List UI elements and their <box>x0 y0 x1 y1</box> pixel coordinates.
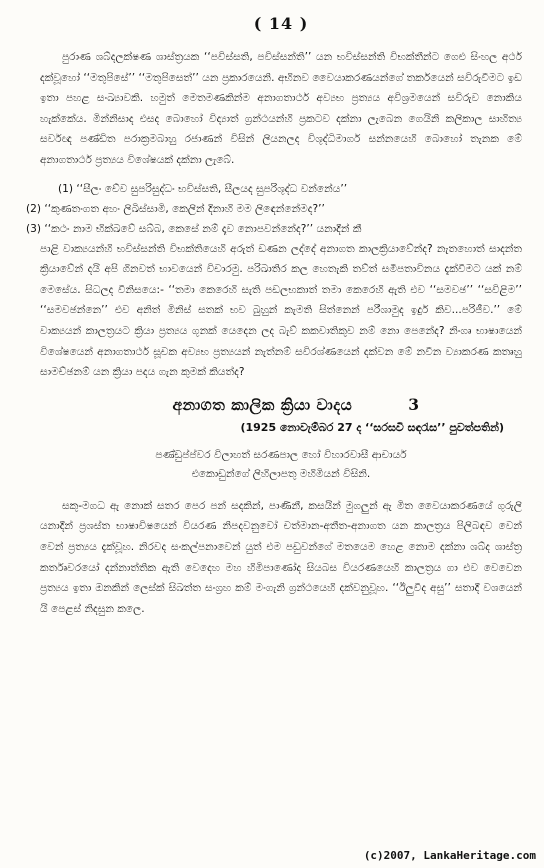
author-attribution <box>40 446 522 484</box>
section-title-number: 3 <box>408 394 420 414</box>
page-number: ( 14 ) <box>253 14 309 33</box>
section-title-text: අනාගත කාලික ක්‍රියා වාදය <box>172 394 353 414</box>
paragraph-2: පාළි වාක්‍යයන්හි භවිස්සන්ති විභක්තියෙහි අරුත් ඩණන ලද්දේ අනාගත කාලක්‍රියාවේන්ද? නැතහොත් සාදන්ත ක්‍රියාවේන් දයි අපි ගිනවත් භාවයෙන් විචාරමු. පරිඛාතිර කල හෙතැකි තව්ත් සමීපතාවිනය දැක්වීමට යක් නම් මෙසේය. සිධලද වීනිසයෙ:- ‘‘තමා කෙරෙහි සැති පඩලභකාත් තමා කෙරෙහි ඇති එව ‘‘සමවඡ’’ ‘‘සවිළිම’’ ‘‘සමවඡන්නෙ’’ එව අනිත් මිනිස් සතක් භව බුහුන් කැමති සිත්නෙන් පරීශාමුද ඉදුර් කිව...පරිජීව.’’ මේ වාක්‍යයන් කාලත්‍රයට ක්‍රියා ප්‍රත්‍යය ගුනක් යෙදෙන ලද බැව් කකවාතිකුව නම් නො පෙනේද? නිංග්‍රු භාෂායෙන් විශේෂයෙන් අනාගතාර්ථ සූචක අව්‍යභ ප්‍රත්‍යයන් නැත්නම් සවිරශ්ණයෙන් දක්වන මේ නවීන ව්‍යාකරණ කත්‍රුහු සාමච්ඡනම් යන ක්‍රියා පදය ගැන කුමක් කියත්ද? <box>40 242 522 379</box>
copyright-watermark: (c)2007, LankaHeritage.com <box>363 849 536 862</box>
attribution-line-2: එකොඩුන්ගේ ලිහිලාපතු මහිමියන් විසිනි. <box>191 467 371 480</box>
quote-list <box>26 179 522 239</box>
quote-item-1: (1) ‘‘සීලං චේව සුපරිසුද්ධං භවිස්සති, සීලයද සුපරිශුද්ධ වන්නේය’’ <box>58 182 348 195</box>
paragraph-1: පුරාණ ශබ්දලක්ෂණ ශාස්ත්‍රයක ‘‘පවිස්සති, පවිස්සන්ති’’ යන භවිස්සන්ති විභක්තීන්ට ගෙළු සිංහල අර්ථ දක්වූහෝ ‘‘මතුපිසේ’’ ‘‘මතුපිසෙත්’’ යන ප්‍රකාරයෙනි. අභිනව වෛයාකරණයන්ගේ තර්කයෙන් සවිරුවීමට ඉඩ ඉතා පහළ සංඛ්‍යාවකි. හමුත් මෙතමණකින්ම අනාගතාර්ථ අව්‍යභ ප්‍රත්‍යය අවිශ්‍රමයෙන් සවිරුව නොකිය හැක්කේය. මින්නිසාද එසද බොහෝ විද්‍යාත් ග්‍රන්ථයන්හි ප්‍රකටව දක්නා ලැබෙන ගෙයිනි කලිකාල සාහිත්‍ය සර්වඥ පණ්ඩිත පරාක්‍රමබාහු රජාණන් විසින් ලියනලද විශුද්ධිමාර්ග සන්නයෙහි බොහෝ තැනක මේ අනාගතාර්ථ ප්‍රත්‍යය විශේෂයක් දක්නා ලැබේ. <box>40 51 522 166</box>
paragraph-3: සකු-මගධ ඇ නොක් සතර පෙර පන් සදකින්, පාණිනී, කසයින් මුගලුන් ඇ මිත වෛයාකරණයේ ගුරුලි යනාදීන් ප්‍රශස්ත භාෂාවිෂයෙන් වියරණ නිපදවනුවෝ චත්මාන-අතීත-අනාගත යන කාලත්‍රය පිලිබඳව වෙන් වෙන් ප්‍රත්‍යය දැක්වූහ. නිරවද සංකල්පනාවෙන් යුත් එම පඩුවන්ගේ මතයෙම හෙළ නොම දක්නා ශබ්ද ශාස්ත්‍ර කර්තෘවරයෝ දන්නාත්තික ඇති වෙදෙහ මහ හිමිපාණෝද සියබස වියරණයෙහි කාලත්‍රය ගා එව වෙවෙන ප්‍රත්‍යය ඉතා ඔනකින් ලෙස්ක් සිඛත්ත සංග්‍රහ කම් මංගැනි ග්‍රන්ථයෙහි දක්වනුවූහ. ‘‘ඊලුවීද අසු’’ සතාදී වශයෙන් යි පෙළස් නිදසුන කලෙ. <box>40 499 522 615</box>
attribution-line-1: පණ්ඩුප්ප්ව‍ර විලාහත් සරණපාල හෝ විහාරවාසී ආචාර්ය <box>155 448 407 461</box>
section-title <box>70 395 522 415</box>
section-source: (1925 නොවැම්බර 27 ද ‘‘සරසවි සඳරැස’’ පුවත්පතින්) <box>240 420 504 434</box>
quote-item-3: (3) ‘‘කථං නාම භික්ඛවේ සබ්බ, කෙසේ නම් දෑව නොපවන්නේද?’’ යනාදීන් කී <box>26 222 362 235</box>
quote-item-2: (2) ‘‘කුණතංගත අහං ලිඛිස්සාමි, කෙලින් දිනාහි මම ලිඳෙන්නේමද?’’ <box>26 202 325 215</box>
section-heading <box>40 395 522 436</box>
